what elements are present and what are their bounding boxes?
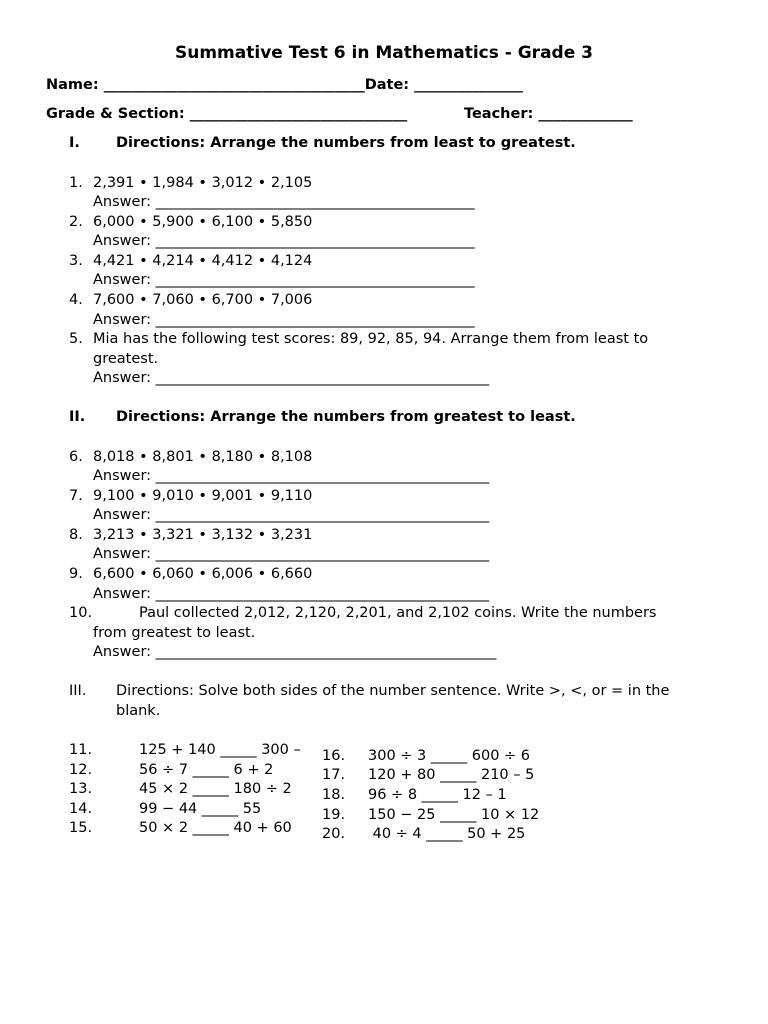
answer-line: Answer: ______________________________________________ xyxy=(93,507,490,523)
item-number: 10. xyxy=(69,605,93,621)
item-text-continued: from greatest to least. xyxy=(93,625,256,641)
name-date-line: Name: ____________________________________Date: _______________ xyxy=(46,77,523,93)
item-number: 9. xyxy=(69,566,83,582)
comparison-item: 50 × 2 _____ 40 + 60 xyxy=(139,820,292,836)
section-2-directions: Directions: Arrange the numbers from greatest to least. xyxy=(116,409,576,425)
item-number: 20. xyxy=(322,826,346,842)
answer-line: Answer: ____________________________________________ xyxy=(93,194,475,210)
item-number: 13. xyxy=(69,781,93,797)
item-text: 2,391 • 1,984 • 3,012 • 2,105 xyxy=(93,175,313,191)
item-text-continued: greatest. xyxy=(93,351,159,367)
comparison-item: 56 ÷ 7 _____ 6 + 2 xyxy=(139,762,274,778)
answer-line: Answer: ____________________________________________ xyxy=(93,233,475,249)
teacher-line: Teacher: _____________ xyxy=(464,106,633,122)
item-text: Mia has the following test scores: 89, 92, 85, 94. Arrange them from least to xyxy=(93,331,649,347)
item-number: 17. xyxy=(322,767,346,783)
grade-section-line: Grade & Section: ______________________________ xyxy=(46,106,408,122)
comparison-item: 96 ÷ 8 _____ 12 – 1 xyxy=(368,787,507,803)
item-text: 4,421 • 4,214 • 4,412 • 4,124 xyxy=(93,253,313,269)
comparison-item: 300 ÷ 3 _____ 600 ÷ 6 xyxy=(368,748,531,764)
item-number: 8. xyxy=(69,527,83,543)
item-number: 6. xyxy=(69,449,83,465)
item-number: 5. xyxy=(69,331,83,347)
answer-line: Answer: ____________________________________________ xyxy=(93,272,475,288)
item-text: 6,600 • 6,060 • 6,006 • 6,660 xyxy=(93,566,313,582)
comparison-item: 40 ÷ 4 _____ 50 + 25 xyxy=(368,826,526,842)
answer-line: Answer: ______________________________________________ xyxy=(93,468,490,484)
comparison-item: 125 + 140 _____ 300 – xyxy=(139,742,301,758)
item-number: 15. xyxy=(69,820,93,836)
section-1-directions: Directions: Arrange the numbers from least to greatest. xyxy=(116,135,576,151)
section-3-numeral: III. xyxy=(69,683,87,699)
answer-line: Answer: ____________________________________________ xyxy=(93,312,475,328)
answer-line: Answer: ______________________________________________ xyxy=(93,586,490,602)
comparison-item: 150 − 25 _____ 10 × 12 xyxy=(368,807,540,823)
item-number: 11. xyxy=(69,742,93,758)
section-1-numeral: I. xyxy=(69,135,80,151)
item-number: 3. xyxy=(69,253,83,269)
item-text: 7,600 • 7,060 • 6,700 • 7,006 xyxy=(93,292,313,308)
item-number: 16. xyxy=(322,748,346,764)
answer-line: Answer: ______________________________________________ xyxy=(93,370,490,386)
page-title: Summative Test 6 in Mathematics - Grade 3 xyxy=(175,43,593,63)
comparison-item: 120 + 80 _____ 210 – 5 xyxy=(368,767,535,783)
comparison-item: 45 × 2 _____ 180 ÷ 2 xyxy=(139,781,292,797)
item-number: 18. xyxy=(322,787,346,803)
item-number: 2. xyxy=(69,214,83,230)
item-number: 12. xyxy=(69,762,93,778)
item-number: 19. xyxy=(322,807,346,823)
item-text: 9,100 • 9,010 • 9,001 • 9,110 xyxy=(93,488,313,504)
answer-line: Answer: _______________________________________________ xyxy=(93,644,497,660)
item-number: 14. xyxy=(69,801,93,817)
item-text: Paul collected 2,012, 2,120, 2,201, and 2,102 coins. Write the numbers xyxy=(139,605,657,621)
item-number: 1. xyxy=(69,175,83,191)
section-2-numeral: II. xyxy=(69,409,86,425)
section-3-directions: Directions: Solve both sides of the number sentence. Write >, <, or = in the xyxy=(116,683,670,699)
item-text: 3,213 • 3,321 • 3,132 • 3,231 xyxy=(93,527,313,543)
item-text: 6,000 • 5,900 • 6,100 • 5,850 xyxy=(93,214,313,230)
item-number: 4. xyxy=(69,292,83,308)
item-number: 7. xyxy=(69,488,83,504)
comparison-item: 99 − 44 _____ 55 xyxy=(139,801,262,817)
item-text: 8,018 • 8,801 • 8,180 • 8,108 xyxy=(93,449,313,465)
answer-line: Answer: ______________________________________________ xyxy=(93,546,490,562)
section-3-directions-continued: blank. xyxy=(116,703,161,719)
